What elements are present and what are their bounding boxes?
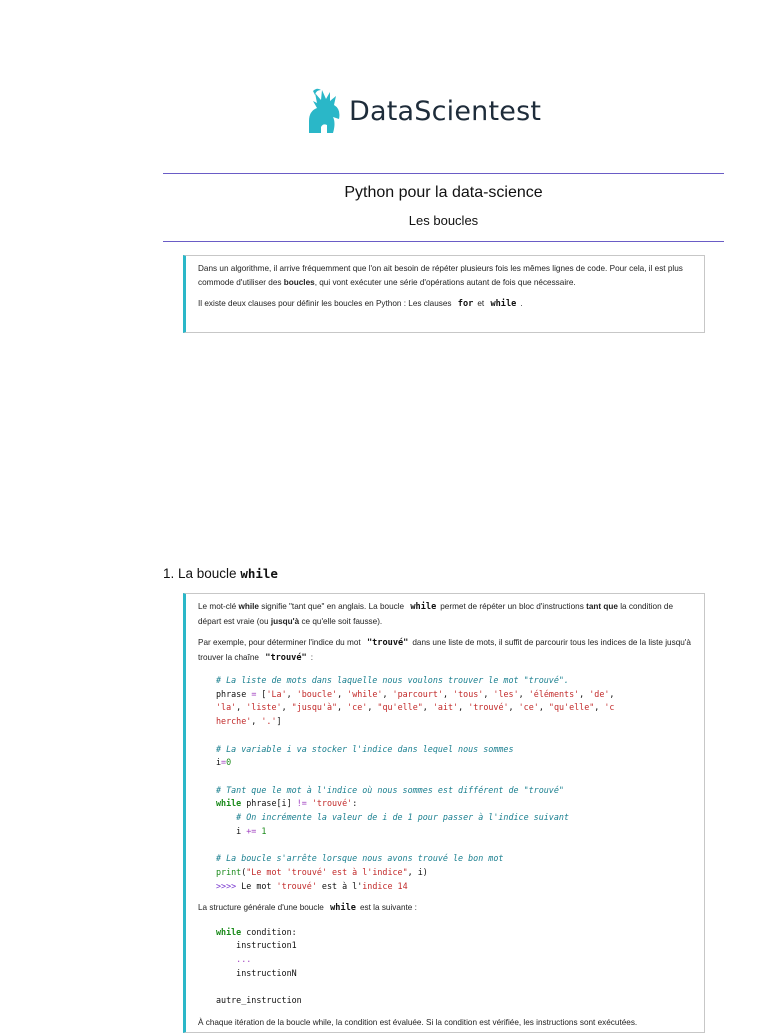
code-var-i: i bbox=[236, 825, 242, 836]
code-word: 'la' bbox=[216, 702, 237, 713]
code-keyword-while: while bbox=[216, 798, 242, 809]
code-cmp-string: 'trouvé' bbox=[311, 798, 353, 809]
while-paragraph-2 bbox=[198, 636, 694, 665]
document-title: Python pour la data-science bbox=[344, 184, 543, 201]
while-paragraph-1 bbox=[198, 600, 694, 628]
code-word: "qu'elle" bbox=[377, 702, 423, 713]
while-p1-d: la condition de départ est vraie (ou bbox=[198, 602, 674, 626]
code-word: "qu'elle" bbox=[548, 702, 595, 713]
section-heading-keyword: while bbox=[240, 566, 278, 581]
intro-text-a: Dans un algorithme, il arrive fréquemment que l'on ait besoin de répéter plusieurs fois les mêmes lignes de code. Pour cela, il est plus commode d'utiliser des bbox=[198, 264, 683, 287]
code-word: 'de' bbox=[589, 688, 610, 699]
code-word: 'éléments' bbox=[528, 688, 580, 699]
intro-paragraph-1 bbox=[198, 262, 694, 289]
code-comment-5: # La boucle s'arrête lorsque nous avons trouvé le bon mot bbox=[216, 853, 504, 864]
while-p1-c: permet de répéter un bloc d'instructions bbox=[440, 602, 587, 611]
intro-box bbox=[183, 255, 705, 333]
while-p1-bold-jusqua: jusqu'à bbox=[270, 616, 300, 626]
code-number-one: 1 bbox=[261, 825, 267, 836]
while-p2-c: : bbox=[310, 652, 313, 662]
code-var-i: i bbox=[216, 757, 222, 768]
code-output-string: 'trouvé' bbox=[276, 880, 317, 891]
code-comment-3: # Tant que le mot à l'indice où nous sommes est différent de "trouvé" bbox=[216, 784, 564, 795]
while-paragraph-4: À chaque itération de la boucle while, la condition est évaluée. Si la condition est vérifiée, les instructions sont exécutées. bbox=[198, 1017, 638, 1027]
structure-ellipsis: ... bbox=[236, 954, 252, 965]
code-print-string: "Le mot 'trouvé' est à l'indice" bbox=[246, 866, 408, 877]
code-word: 'c bbox=[604, 702, 615, 713]
code-output-text: Le mot bbox=[241, 880, 272, 891]
while-p1-bold-tant-que: tant que bbox=[586, 602, 618, 611]
while-p1-e: ce qu'elle soit fausse). bbox=[299, 616, 383, 626]
code-word: 'les' bbox=[493, 688, 519, 699]
code-structure bbox=[198, 926, 694, 1008]
while-p3-a: La structure générale d'une boucle bbox=[198, 903, 324, 913]
intro-p2-text: Il existe deux clauses pour définir les boucles en Python : Les clauses bbox=[198, 299, 452, 308]
code-example: # La liste de mots dans laquelle nous voulons trouver le mot "trouvé". phrase = ['La', 'boucle', 'while', 'parcourt', 'tous', 'les', 'éléments', 'de', 'la', 'liste', "jusqu'à", 'ce', "qu'elle", 'ait', 'trouvé', 'ce', "qu'elle", 'c herche', '.'] # La variable i va stocker l'indice dans lequel nous sommes i=0 # Tant que le mot à l'indice où nous sommes est différent de "trouvé" while phrase[i] != 'trouvé': # On incrémente la valeur de i de 1 pour passer à l'indice suivant i += 1 # La boucle s'arrête lorsque nous avons trouvé le bon mot print("Le mot 'trouvé' est à l'indice", i) >>>> Le mot 'trouvé' est à l'indice 14 bbox=[216, 675, 615, 891]
code-word: 'ce' bbox=[518, 702, 539, 713]
header-top-rule bbox=[163, 173, 724, 174]
structure-instruction-n: instructionN bbox=[236, 967, 297, 978]
intro-p2-mid: et bbox=[477, 299, 485, 308]
brand-name: DataScientest bbox=[349, 95, 542, 127]
section-heading-while bbox=[163, 566, 278, 581]
code-word: 'ait' bbox=[432, 702, 459, 713]
header-bottom-rule bbox=[163, 241, 724, 242]
code-word: '.' bbox=[261, 716, 277, 727]
code-builtin-print: print bbox=[216, 866, 242, 877]
code-print-arg: i) bbox=[417, 866, 428, 877]
code-output-text-b: est à l' bbox=[321, 880, 363, 891]
inline-code-while-structure: while bbox=[330, 903, 356, 914]
intro-p2-end: . bbox=[520, 299, 523, 308]
code-word: "jusqu'à" bbox=[291, 702, 338, 713]
while-content-box bbox=[183, 593, 705, 1033]
structure-keyword-while: while bbox=[216, 926, 242, 937]
code-word: 'liste' bbox=[246, 702, 282, 713]
inline-code-trouve: "trouvé" bbox=[366, 638, 409, 648]
section-heading-label: 1. La boucle bbox=[163, 566, 237, 581]
code-word: 'parcourt' bbox=[392, 688, 443, 699]
intro-bold-boucles: boucles bbox=[283, 277, 315, 287]
while-paragraph-3 bbox=[198, 901, 694, 916]
while-p1-b: signifie "tant que" en anglais. La boucle bbox=[258, 602, 405, 611]
inline-code-for: for bbox=[457, 299, 474, 309]
code-output-prompt: >>>> bbox=[216, 880, 237, 891]
code-number-zero: 0 bbox=[226, 757, 232, 768]
inline-code-while: while bbox=[410, 602, 437, 612]
code-output-index: indice 14 bbox=[362, 880, 408, 891]
code-word: 'while' bbox=[347, 688, 383, 699]
inline-code-trouve-2: "trouvé" bbox=[265, 652, 307, 663]
code-op-neq: != bbox=[296, 798, 307, 809]
while-p1-bold-while: while bbox=[238, 602, 259, 611]
code-comment-2: # La variable i va stocker l'indice dans lequel nous sommes bbox=[216, 743, 514, 754]
structure-condition: condition: bbox=[241, 926, 297, 937]
structure-after-instruction: autre_instruction bbox=[216, 995, 302, 1006]
inline-code-while: while bbox=[490, 299, 517, 309]
code-cond-lhs: phrase[i] bbox=[246, 798, 292, 809]
code-comment-1: # La liste de mots dans laquelle nous voulons trouver le mot "trouvé". bbox=[216, 675, 569, 685]
code-comment-4: # On incrémente la valeur de i de 1 pour passer à l'indice suivant bbox=[236, 812, 569, 823]
intro-text-b: , qui vont exécuter une série d'opérations autant de fois que nécessaire. bbox=[314, 277, 576, 287]
while-p3-b: est la suivante : bbox=[359, 903, 417, 913]
code-word: 'tous' bbox=[453, 688, 484, 699]
code-op-plus-eq: += bbox=[246, 825, 257, 836]
griffin-logo-icon bbox=[303, 87, 345, 135]
code-word: herche' bbox=[216, 716, 252, 727]
while-p2-b: dans une liste de mots, il suffit de parcourir tous les indices de la liste jusqu'à trouver la chaîne bbox=[198, 638, 691, 662]
structure-instruction-1: instruction1 bbox=[236, 940, 297, 951]
code-word: 'ce' bbox=[347, 702, 368, 713]
code-var-phrase: phrase bbox=[216, 688, 247, 699]
while-p2-a: Par exemple, pour déterminer l'indice du mot bbox=[198, 638, 361, 647]
code-word: 'trouvé' bbox=[468, 702, 509, 713]
document-subtitle: Les boucles bbox=[408, 213, 479, 228]
code-word: 'La' bbox=[266, 688, 287, 699]
while-p1-a: Le mot-clé bbox=[198, 602, 239, 611]
code-word: 'boucle' bbox=[296, 688, 338, 699]
brand-logo bbox=[303, 86, 541, 136]
intro-paragraph-2 bbox=[198, 297, 694, 312]
